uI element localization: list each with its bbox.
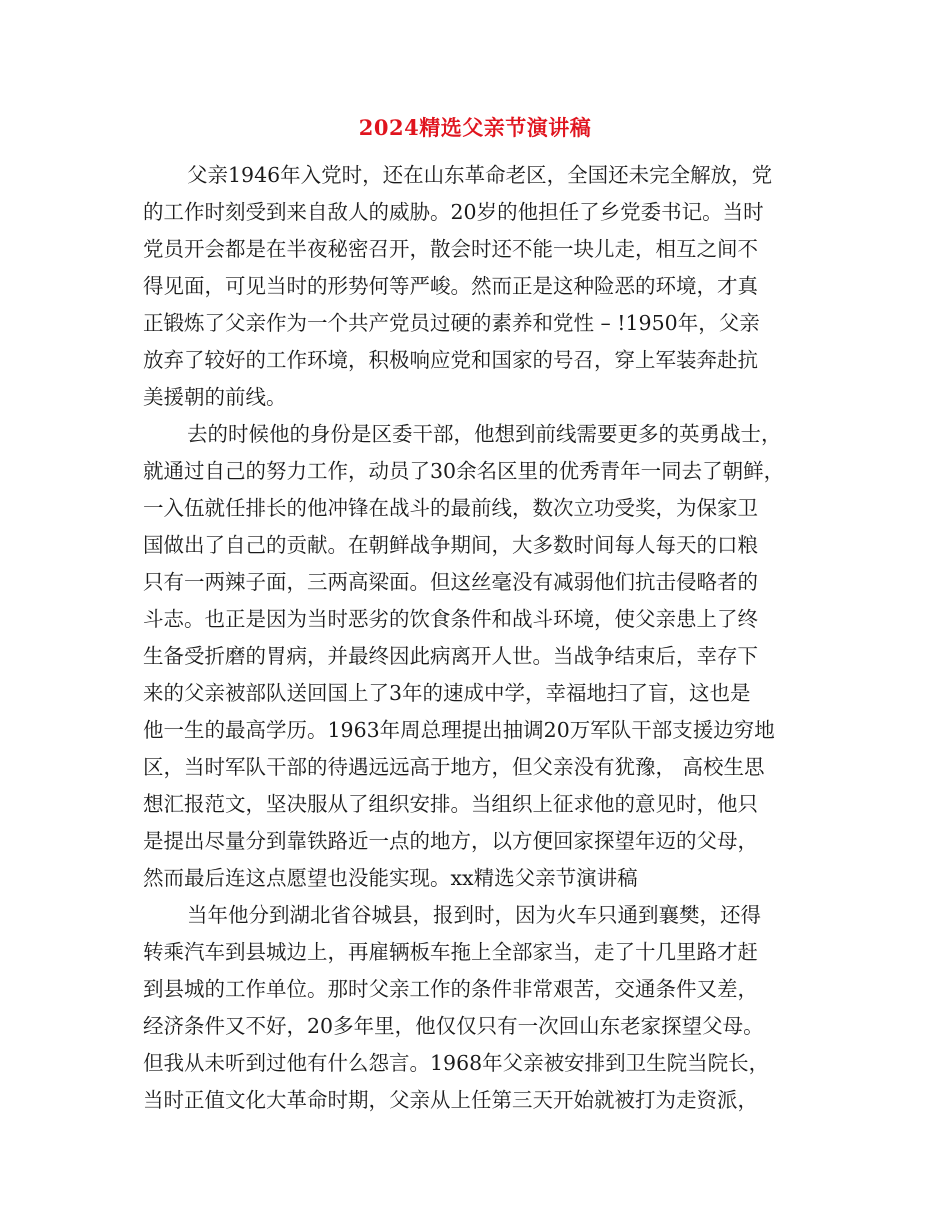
paragraph-1-line-4: 得见面，可见当时的形势何等严峻。然而正是这种险恶的环境，才真 bbox=[143, 274, 758, 298]
paragraph-2-line-7: 生备受折磨的胃病，并最终因此病离开人世。当战争结束后，幸存下 bbox=[143, 644, 758, 668]
paragraph-2-line-8: 来的父亲被部队送回国上了3年的速成中学，幸福地扫了盲，这也是 bbox=[143, 681, 751, 705]
paragraph-3-line-5: 但我从未听到过他有什么怨言。1968年父亲被安排到卫生院当院长， bbox=[143, 1051, 770, 1075]
paragraph-3-line-3: 到县城的工作单位。那时父亲工作的条件非常艰苦，交通条件又差， bbox=[143, 977, 758, 1001]
paragraph-2-line-12: 是提出尽量分到靠铁路近一点的地方，以方便回家探望年迈的父母， bbox=[143, 829, 758, 853]
paragraph-2-line-13: 然而最后连这点愿望也没能实现。xx精选父亲节演讲稿 bbox=[143, 866, 638, 890]
paragraph-3-line-1: 当年他分到湖北省谷城县，报到时，因为火车只通到襄樊，还得 bbox=[187, 903, 761, 927]
paragraph-2-line-10: 区，当时军队干部的待遇远远高于地方，但父亲没有犹豫， 高校生思 bbox=[143, 755, 765, 779]
paragraph-2-line-3: 一入伍就任排长的他冲锋在战斗的最前线，数次立功受奖，为保家卫 bbox=[143, 496, 758, 520]
paragraph-1-line-1: 父亲1946年入党时，还在山东革命老区，全国还未完全解放，党 bbox=[187, 163, 773, 187]
paragraph-2-line-1: 去的时候他的身份是区委干部，他想到前线需要更多的英勇战士， bbox=[187, 422, 782, 446]
paragraph-3-line-2: 转乘汽车到县城边上，再雇辆板车拖上全部家当，走了十几里路才赶 bbox=[143, 940, 758, 964]
paragraph-2-line-6: 斗志。也正是因为当时恶劣的饮食条件和战斗环境，使父亲患上了终 bbox=[143, 607, 758, 631]
paragraph-1-line-7: 美援朝的前线。 bbox=[143, 385, 287, 409]
paragraph-1-line-3: 党员开会都是在半夜秘密召开，散会时还不能一块儿走，相互之间不 bbox=[143, 237, 758, 261]
paragraph-2-line-5: 只有一两辣子面，三两高梁面。但这丝毫没有减弱他们抗击侵略者的 bbox=[143, 570, 758, 594]
paragraph-2-line-2: 就通过自己的努力工作，动员了30余名区里的优秀青年一同去了朝鲜， bbox=[143, 459, 785, 483]
paragraph-3-line-6: 当时正值文化大革命时期，父亲从上任第三天开始就被打为走资派， bbox=[143, 1088, 758, 1112]
paragraph-3-line-4: 经济条件又不好，20多年里，他仅仅只有一次回山东老家探望父母。 bbox=[143, 1014, 764, 1038]
paragraph-1-line-2: 的工作时刻受到来自敌人的威胁。20岁的他担任了乡党委书记。当时 bbox=[143, 200, 764, 224]
paragraph-1-line-6: 放弃了较好的工作环境，积极响应党和国家的号召，穿上军装奔赴抗 bbox=[143, 348, 758, 372]
document-title: 2024精选父亲节演讲稿 bbox=[358, 115, 592, 140]
paragraph-2-line-11: 想汇报范文，坚决服从了组织安排。当组织上征求他的意见时，他只 bbox=[143, 792, 758, 816]
paragraph-2-line-9: 他一生的最高学历。1963年周总理提出抽调20万军队干部支援边穷地 bbox=[143, 718, 775, 742]
paragraph-2-line-4: 国做出了自己的贡献。在朝鲜战争期间，大多数时间每人每天的口粮 bbox=[143, 533, 758, 557]
paragraph-1-line-5: 正锻炼了父亲作为一个共产党员过硬的素养和党性 – !1950年，父亲 bbox=[143, 311, 760, 335]
